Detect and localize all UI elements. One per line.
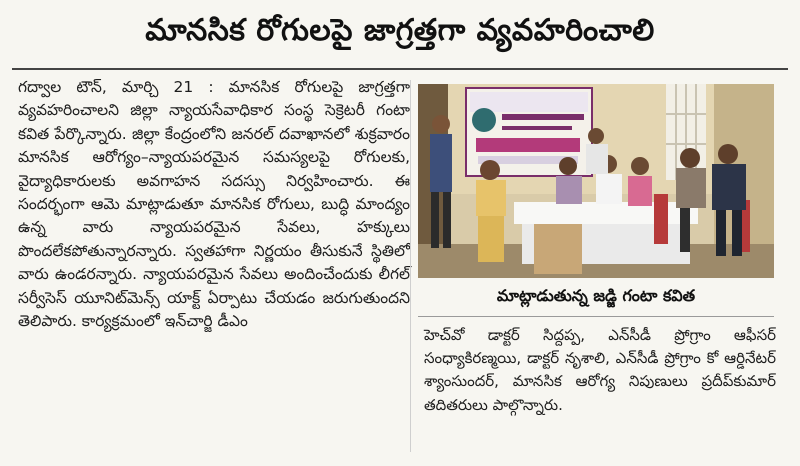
article-body-right: హెచ్‌వో డాక్టర్ సిద్దప్ప, ఎన్‌సీడీ ప్రోగ్రాం ఆఫీసర్ సంధ్యాకిరణ్మయి, డాక్టర్ నృశాలి, ఎన్‌సీడీ ప్రోగ్రాం కో ఆర్డినేటర్ శ్యాంసుందర్, మానసిక ఆరోగ్య నిపుణులు ప్రదీప్‌కుమార్ తదితరులు పాల్గొన్నారు. <box>424 326 776 414</box>
event-photo <box>418 84 774 278</box>
photo-caption: మాట్లాడుతున్న జడ్జి గంటా కవిత <box>496 285 696 305</box>
headline-rule <box>12 68 788 70</box>
article-body-left: గద్వాల టౌన్, మార్చి 21 : మానసిక రోగులపై జాగ్రత్తగా వ్యవహరించాలని జిల్లా న్యాయసేవాధికార సంస్థ సెక్రెటరీ గంటా కవిత పేర్కొన్నారు. జిల్లా కేంద్రంలోని జనరల్ దవాఖానలో శుక్రవారం మానసిక ఆరోగ్యం–న్యాయపరమైన సమస్యలపై రోగులకు, వైద్యాధికారులకు అవగాహన సదస్సు నిర్వహించారు. ఈ సందర్భంగా ఆమె మాట్లాడుతూ మానసిక రోగులు, బుద్ధి మాంద్యం ఉన్న వారు న్యాయపరమైన సేవలు, హక్కులు పొందలేకపోతున్నారన్నారు. స్వతహాగా నిర్ణయం తీసుకునే స్థితిలో వారు ఉండరన్నారు. న్యాయపరమైన సేవలు అందించేందుకు లీగల్ సర్వీసెస్ యూనిట్‌మెన్స్ యాక్ట్ ఏర్పాటు చేయడం జరుగుతుందని తెలిపారు. కార్యక్రమంలో ఇన్‌చార్జి డీఎం <box>18 78 410 331</box>
headline: మానసిక రోగులపై జాగ్రత్తగా వ్యవహరించాలి <box>145 13 655 48</box>
column-divider <box>410 80 411 452</box>
caption-rule <box>418 316 774 317</box>
article-column-left <box>18 76 410 460</box>
article-column-right <box>424 324 776 444</box>
